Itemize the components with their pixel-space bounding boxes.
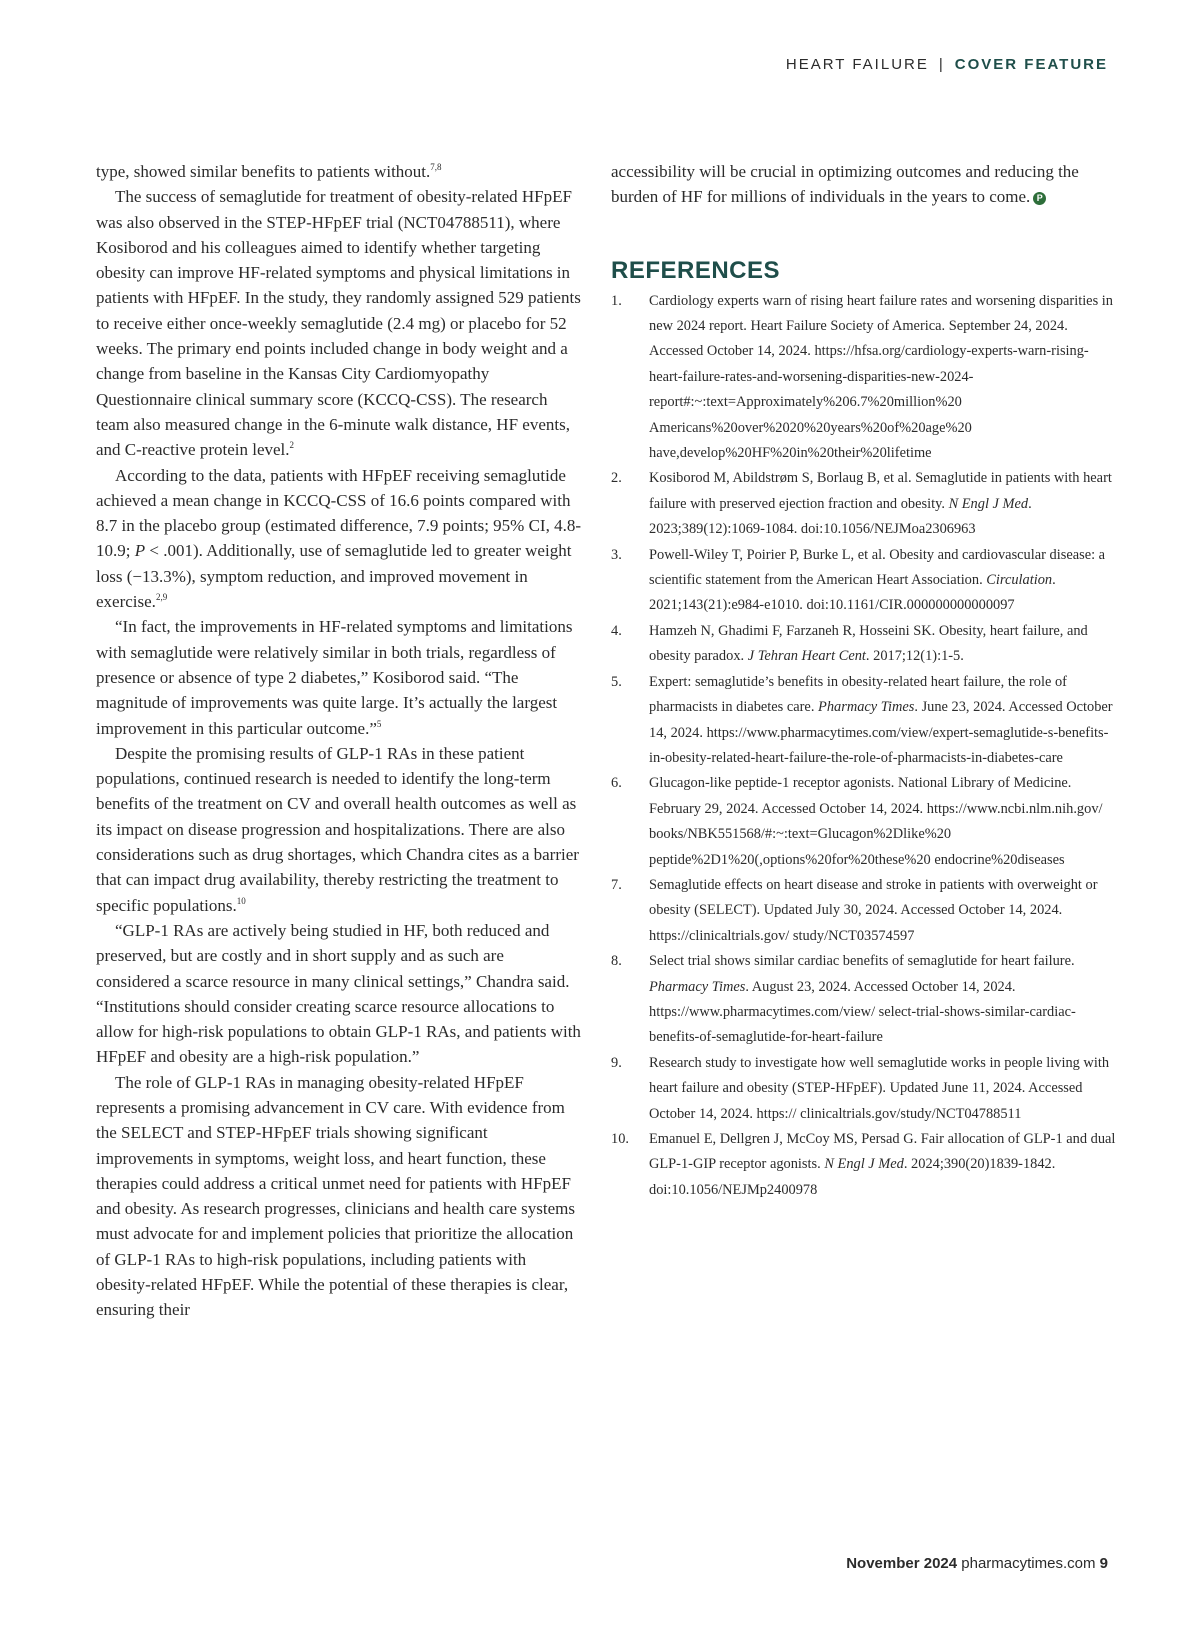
paragraph-7: The role of GLP-1 RAs in managing obesity-related HFpEF represents a promising advancement in CV care. With evidence from the SELECT and STEP-HFpEF trials showing significant improvements in symptoms, weight loss, and heart function, these therapies could address a critical unmet need for patients with HFpEF and obesity. As research progresses, clinicians and health care systems must advocate for and implement policies that prioritize the allocation of GLP-1 RAs to high-risk populations, including patients with obesity-related HFpEF. While the potential of these therapies is clear, ensuring their bbox=[96, 1072, 575, 1320]
journal-title: N Engl J Med bbox=[824, 1156, 904, 1173]
reference-text bbox=[649, 674, 1113, 766]
p-value-symbol: P bbox=[134, 541, 146, 561]
reference-number: 7. bbox=[611, 876, 622, 893]
reference-fragment: . 2024;390(20)1839-1842. doi:10.1056/NEJMp2400978 bbox=[649, 1156, 1056, 1198]
feature-label: COVER FEATURE bbox=[954, 56, 1108, 73]
section-label: HEART FAILURE bbox=[785, 56, 929, 73]
citation: 7,8 bbox=[430, 162, 442, 172]
paragraph-6: “GLP-1 RAs are actively being studied in HF, both reduced and preserved, but are costly and in short supply and as such are considered a scarce resource in many clinical settings,” Chandra said. “Institutions should consider creating scarce resource allocations to allow for high-risk populations to obtain GLP-1 RAs, and patients with HFpEF and obesity are a high-risk population.” bbox=[96, 920, 581, 1067]
reference-text bbox=[649, 775, 1103, 867]
citation: 2 bbox=[289, 440, 295, 451]
citation: 5 bbox=[376, 718, 382, 729]
reference-number: 9. bbox=[611, 1054, 622, 1071]
citation: 2,9 bbox=[155, 592, 168, 603]
journal-title: Circulation bbox=[986, 572, 1053, 589]
reference-text bbox=[649, 1055, 1109, 1122]
journal-title: Pharmacy Times bbox=[818, 699, 915, 716]
paragraph-2: The success of semaglutide for treatment of obesity-related HFpEF was also observed in the STEP-HFpEF trial (NCT04788511), where Kosiborod and his colleagues aimed to identify whether targeting obesity can improve HF-related symptoms and physical limitations in patients with HFpEF. In the study, they randomly assigned 529 patients to receive either once-weekly semaglutide (2.4 mg) or placebo for 52 weeks. The primary end points included change in body weight and a change from baseline in the Kansas City Cardiomyopathy Questionnaire clinical summary score (KCCQ-CSS). The research team also measured change in the 6-minute walk distance, HF events, and C-reactive protein level.$^2$ bbox=[96, 187, 581, 460]
reference-text bbox=[649, 953, 1076, 1045]
reference-text bbox=[649, 623, 1088, 664]
reference-text bbox=[649, 470, 1112, 537]
reference-fragment: Select trial shows similar cardiac benefits of semaglutide for heart failure. bbox=[649, 953, 1075, 970]
paragraph-3: According to the data, patients with HFpEF receiving semaglutide achieved a mean change in KCCQ-CSS of 16.6 points compared with 8.7 in the placebo group (estimated difference, 7.9 points; 95% CI, 4.8-10.9; P < .001). Additionally, use of semaglutide led to greater weight loss (−13.3%), symptom reduction, and improved movement in exercise.$^{2,9}$ bbox=[96, 465, 582, 612]
reference-item bbox=[611, 949, 1116, 1051]
reference-fragment: Kosiborod M, Abildstrøm S, Borlaug B, et al. Semaglutide in patients with heart failure with preserved ejection fraction and obesity. bbox=[649, 470, 1112, 512]
left-column bbox=[96, 159, 581, 1323]
reference-fragment: . August 23, 2024. Accessed October 14, 2024. https://www.pharmacytimes.com/view/ select-trial-shows-similar-cardiac-benefits-of-semaglutide-for-heart-failure bbox=[649, 978, 1076, 1046]
reference-fragment: Expert: semaglutide’s benefits in obesity-related heart failure, the role of pharmacists in diabetes care. bbox=[649, 673, 1067, 716]
reference-item bbox=[611, 1051, 1116, 1127]
paragraph-1: type, showed similar benefits to patients without.$^{7,8}$ bbox=[96, 162, 442, 181]
reference-item bbox=[611, 619, 1116, 670]
paragraph-4: “In fact, the improvements in HF-related symptoms and limitations with semaglutide were relatively similar in both trials, regardless of presence or absence of type 2 diabetes,” Kosiborod said. “The magnitude of improvements was quite large. It’s actually the largest improvement in this particular outcome.”$^5$ bbox=[96, 617, 573, 738]
reference-text bbox=[649, 547, 1105, 614]
paragraph-5: Despite the promising results of GLP-1 RAs in these patient populations, continued research is needed to identify the long-term benefits of the treatment on CV and overall health outcomes as well as its impact on disease progression and hospitalizations. There are also considerations such as drug shortages, which Chandra cites as a barrier that can impact drug availability, thereby restricting the treatment to specific populations.$^{10}$ bbox=[96, 743, 579, 915]
reference-fragment: . 2023;389(12):1069-1084. doi:10.1056/NEJMoa2306963 bbox=[649, 495, 1032, 538]
journal-title: Pharmacy Times bbox=[649, 978, 746, 995]
reference-number: 4. bbox=[611, 622, 622, 639]
reference-item bbox=[611, 771, 1116, 873]
reference-fragment: Hamzeh N, Ghadimi F, Farzaneh R, Hosseini SK. Obesity, heart failure, and obesity paradox. bbox=[649, 622, 1088, 665]
reference-fragment: Powell-Wiley T, Poirier P, Burke L, et al. Obesity and cardiovascular disease: a scientific statement from the American Heart Association. bbox=[649, 546, 1106, 589]
reference-number: 3. bbox=[611, 546, 622, 563]
reference-fragment: . June 23, 2024. Accessed October 14, 2024. https://www.pharmacytimes.com/view/expert-semaglutide-s-benefits-in-obesity-related-heart-failure-the-role-of-pharmacists-in-diabetes-care bbox=[649, 699, 1113, 766]
references-heading: REFERENCES bbox=[611, 256, 781, 284]
running-header bbox=[786, 56, 1108, 73]
reference-number: 6. bbox=[611, 775, 622, 792]
reference-number: 10. bbox=[611, 1131, 629, 1147]
page-number: 9 bbox=[1099, 1555, 1108, 1572]
reference-fragment: Cardiology experts warn of rising heart failure rates and worsening disparities in new 2024 report. Heart Failure Society of America. September 24, 2024. Accessed October 14, 2024. https://hfsa.org/cardiology-experts-warn-rising-heart-failure-rates-and-worsening-disparities-new-2024-report#:~:text=Approximately%206.7%20million%20 Americans%20over%2020%20years%20of%20age%20 have,develop%20HF%20in%20their%20lifetime bbox=[649, 292, 1113, 462]
page-footer bbox=[846, 1555, 1108, 1572]
reference-fragment: . 2021;143(21):e984-e1010. doi:10.1161/CIR.000000000000097 bbox=[649, 572, 1056, 614]
reference-number: 5. bbox=[611, 673, 622, 690]
reference-text bbox=[649, 293, 1113, 461]
reference-fragment: Emanuel E, Dellgren J, McCoy MS, Persad G. Fair allocation of GLP-1 and dual GLP-1-GIP receptor agonists. bbox=[649, 1131, 1116, 1173]
reference-item bbox=[611, 670, 1116, 772]
reference-fragment: Glucagon-like peptide-1 receptor agonists. National Library of Medicine. February 29, 2024. Accessed October 14, 2024. https://www.ncbi.nlm.nih.gov/ books/NBK551568/#:~:text=Glucagon%2Dlike%20 peptide%2D1%20(,options%20for%20these%20 endocrine%20diseases bbox=[649, 775, 1103, 868]
reference-item bbox=[611, 543, 1116, 619]
reference-item bbox=[611, 466, 1116, 542]
header-separator: | bbox=[938, 56, 945, 73]
right-column bbox=[611, 159, 1116, 1203]
reference-item bbox=[611, 873, 1116, 949]
citation: 10 bbox=[236, 895, 246, 906]
reference-item bbox=[611, 1127, 1116, 1203]
reference-text bbox=[649, 877, 1098, 944]
continuation-paragraph: accessibility will be crucial in optimizing outcomes and reducing the burden of HF for millions of individuals in the years to come. P bbox=[611, 162, 1079, 207]
journal-title: N Engl J Med bbox=[948, 495, 1029, 512]
reference-number: 8. bbox=[611, 953, 622, 970]
reference-number: 2. bbox=[611, 470, 622, 487]
reference-fragment: Semaglutide effects on heart disease and stroke in patients with overweight or obesity (SELECT). Updated July 30, 2024. Accessed October 14, 2024. https://clinicaltrials.gov/ study/NCT03574597 bbox=[649, 876, 1098, 944]
reference-number: 1. bbox=[611, 292, 622, 309]
references-list bbox=[611, 289, 1116, 1204]
end-of-article-icon: P bbox=[1033, 192, 1046, 205]
site-name: pharmacytimes.com bbox=[961, 1555, 1096, 1572]
reference-text bbox=[649, 1131, 1115, 1198]
issue-date: November 2024 bbox=[846, 1555, 958, 1572]
journal-title: J Tehran Heart Cent bbox=[747, 648, 866, 665]
reference-fragment: Research study to investigate how well semaglutide works in people living with heart failure and obesity (STEP-HFpEF). Updated June 11, 2024. Accessed October 14, 2024. https:// clinicaltrials.gov/study/NCT04788511 bbox=[649, 1054, 1110, 1122]
reference-fragment: . 2017;12(1):1-5. bbox=[865, 648, 964, 665]
reference-item bbox=[611, 289, 1116, 467]
